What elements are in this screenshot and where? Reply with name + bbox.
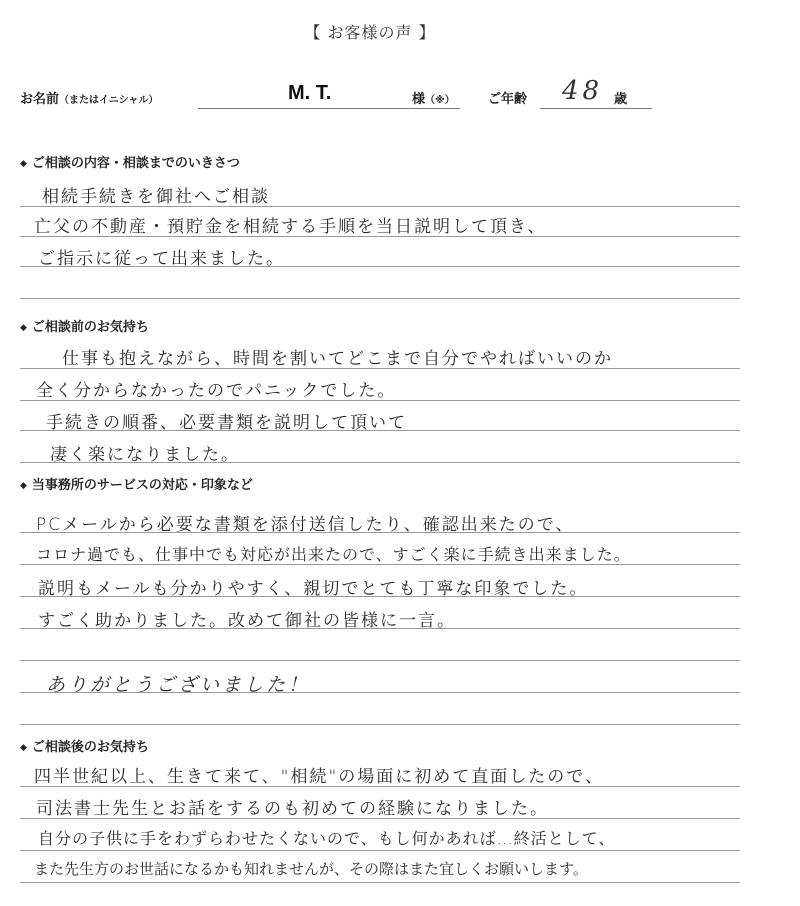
- handwritten-line: コロナ過でも、仕事中でも対応が出来たので、すごく楽に手続き出来ました。: [36, 545, 631, 564]
- section-heading: [20, 152, 240, 171]
- handwritten-line: 手続きの順番、必要書類を説明して頂いて: [46, 413, 407, 433]
- handwritten-line: 仕事も抱えながら、時間を割いてどこまで自分でやればいいのか: [62, 349, 613, 369]
- age-label: ご年齢: [488, 92, 528, 107]
- section-heading-text: ご相談前のお気持ち: [31, 320, 149, 335]
- triangle-icon: ◆: [20, 481, 27, 491]
- section-heading-text: ご相談後のお気持ち: [31, 740, 149, 755]
- age-underline: [540, 108, 652, 109]
- section-heading: [20, 474, 253, 493]
- customer-info-row: [20, 76, 780, 112]
- triangle-icon: ◆: [20, 743, 27, 753]
- name-value: M. T.: [288, 82, 332, 104]
- ruled-line: [20, 660, 740, 661]
- name-label: [20, 88, 158, 107]
- name-label-text: お名前: [20, 92, 60, 107]
- section-heading-text: 当事務所のサービスの対応・印象など: [31, 478, 253, 493]
- handwritten-line: すごく助かりました。改めて御社の皆様に一言。: [38, 611, 456, 631]
- ruled-line: [20, 882, 740, 883]
- handwritten-line: ご指示に従って出来ました。: [38, 249, 285, 269]
- section-heading: [20, 736, 149, 755]
- section-heading-text: ご相談の内容・相談までのいきさつ: [31, 156, 240, 171]
- honorific-label: [412, 88, 455, 107]
- handwritten-thanks: ありがとうございました！: [46, 674, 311, 696]
- page-title: 【 お客様の声 】: [304, 23, 436, 42]
- handwritten-line: PCメールから必要な書類を添付送信したり、確認出来たので、: [36, 515, 575, 535]
- name-sub-label: （またはイニシャル）: [59, 95, 159, 106]
- handwritten-line: 説明もメールも分かりやすく、親切でとても丁寧な印象でした。: [38, 579, 589, 599]
- ruled-line: [20, 850, 740, 851]
- ruled-line: [20, 724, 740, 725]
- triangle-icon: ◆: [20, 323, 27, 333]
- name-underline: [198, 108, 460, 109]
- handwritten-line: また先生方のお世話になるかも知れませんが、その際はまた宜しくお願いします。: [34, 860, 588, 878]
- section-heading: [20, 316, 149, 335]
- handwritten-line: 凄く楽になりました。: [50, 445, 240, 465]
- age-value: 48: [562, 76, 604, 106]
- honorific-text: 様: [412, 92, 426, 107]
- age-unit: 歳: [614, 92, 628, 107]
- handwritten-line: 自分の子供に手をわずらわせたくないので、もし何かあれば…終活として、: [38, 829, 616, 848]
- handwritten-line: 相続手続きを御社へご相談: [42, 187, 270, 207]
- ruled-line: [20, 298, 740, 299]
- honorific-note: （※）: [425, 95, 455, 106]
- handwritten-line: 亡父の不動産・預貯金を相続する手順を当日説明して頂き、: [34, 217, 547, 237]
- triangle-icon: ◆: [20, 159, 27, 169]
- handwritten-line: 司法書士先生とお話をするのも初めての経験になりました。: [36, 799, 549, 819]
- handwritten-line: 全く分からなかったのでパニックでした。: [36, 381, 397, 401]
- handwritten-line: 四半世紀以上、生きて来て、"相続"の場面に初めて直面したので、: [34, 767, 604, 787]
